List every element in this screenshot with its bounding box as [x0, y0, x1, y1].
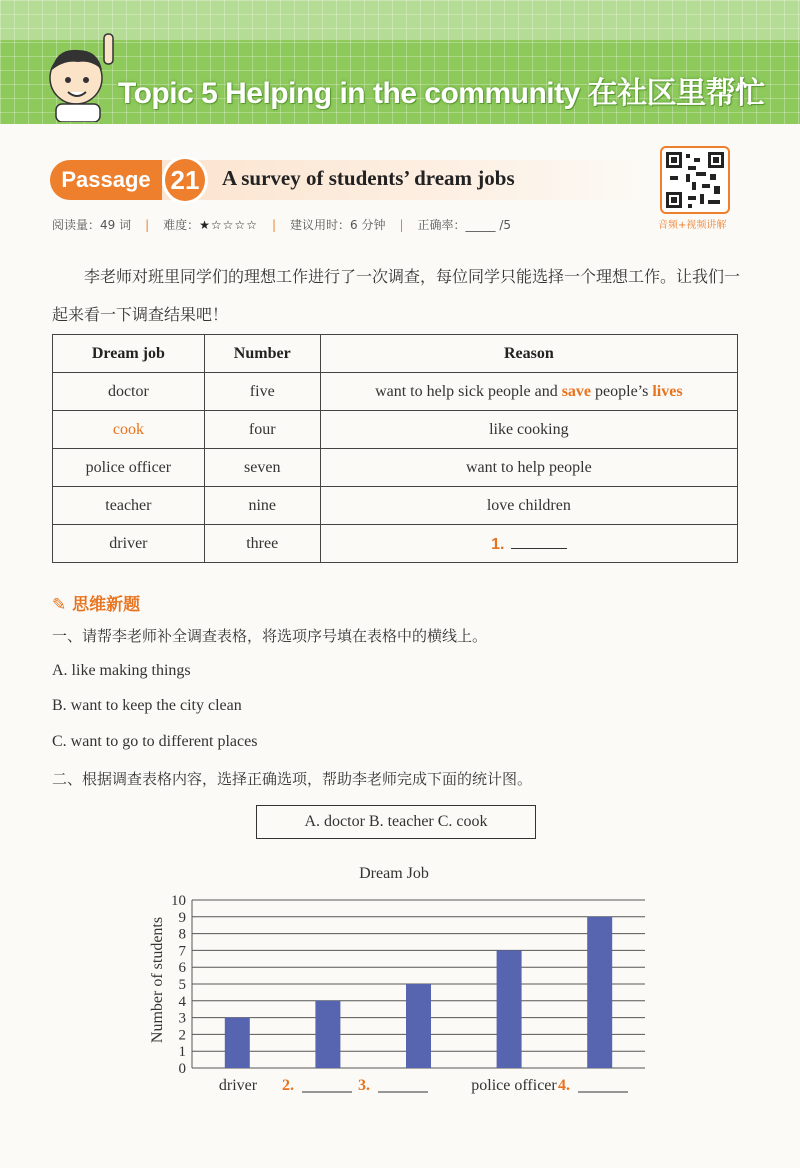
bar-1 [225, 1018, 250, 1068]
number-cell: three [204, 525, 320, 563]
accuracy-rate: 正确率：_____ /5 [417, 218, 511, 232]
job-cell: teacher [53, 487, 205, 525]
y-tick-label: 6 [178, 960, 186, 977]
y-tick-label: 5 [178, 977, 186, 993]
y-tick-label: 2 [178, 1027, 186, 1044]
y-tick-label: 10 [171, 893, 186, 909]
reason-cell: like cooking [320, 411, 737, 449]
passage-title: A survey of students’ dream jobs [222, 166, 515, 190]
y-tick-label: 0 [178, 1061, 186, 1077]
table-row [53, 449, 738, 487]
reason-cell: love children [320, 487, 737, 525]
intro-paragraph: 李老师对班里同学们的理想工作进行了一次调查，每位同学只能选择一个理想工作。让我们一起来看一下调查结果吧！ [52, 267, 741, 324]
x-tick-label: police officer [471, 1077, 557, 1094]
x-blank-label: 4. [558, 1077, 570, 1094]
bar-3 [406, 984, 431, 1068]
y-tick-label: 9 [178, 909, 186, 926]
chart-title: Dream Job [359, 865, 429, 882]
x-blank-label: 3. [358, 1077, 370, 1094]
y-tick-label: 8 [178, 926, 186, 943]
topic-title: Topic 5 Helping in the community 在社区里帮忙 [118, 77, 765, 110]
option-b: B. want to keep the city clean [52, 697, 242, 714]
reading-meta: 阅读量：49 词 | 难度：★☆☆☆☆ | 建议用时：6 分钟 | 正确率：_____ /5 [52, 218, 511, 232]
table-header-row [53, 335, 738, 373]
col-header-number: Number [204, 335, 320, 373]
passage-number: 21 [162, 156, 208, 204]
option-a: A. like making things [52, 662, 191, 679]
boy-mascot-icon [42, 30, 122, 122]
pencil-icon: ✎ [52, 595, 73, 615]
choice-box: A. doctor B. teacher C. cook [256, 805, 536, 839]
table-row [53, 487, 738, 525]
y-axis-label: Number of students [149, 916, 166, 1044]
reason-cell: want to help people [320, 449, 737, 487]
passage-tag: Passage [50, 160, 162, 200]
reason-cell [320, 525, 737, 563]
x-tick-label: driver [218, 1077, 258, 1094]
suggested-time: 建议用时：6 分钟 [290, 218, 386, 232]
question-1: 一、请帮李老师补全调查表格，将选项序号填在表格中的横线上。 [52, 627, 488, 645]
keyword-save: save [561, 382, 592, 400]
survey-table [52, 334, 738, 563]
col-header-reason: Reason [320, 335, 737, 373]
job-cell: cook [53, 411, 205, 449]
job-cell: driver [53, 525, 205, 563]
question-2: 二、根据调查表格内容，选择正确选项，帮助李老师完成下面的统计图。 [52, 770, 533, 788]
y-tick-label: 4 [178, 993, 186, 1010]
keyword-lives: lives [652, 382, 683, 400]
section-heading: ✎ 思维新题 [52, 595, 141, 615]
table-row [53, 525, 738, 563]
table-row [53, 411, 738, 449]
blank-1-number: 1. [491, 535, 505, 553]
option-c: C. want to go to different places [52, 733, 258, 750]
difficulty-label: 难度： [163, 218, 200, 232]
job-cell: police officer [53, 449, 205, 487]
qr-code-icon[interactable] [660, 146, 730, 214]
dream-job-chart [140, 858, 660, 1098]
col-header-dream-job: Dream job [53, 335, 205, 373]
word-count: 阅读量：49 词 [52, 218, 132, 232]
y-tick-label: 3 [178, 1010, 186, 1027]
reason-cell: want to help sick people and save people’s lives [320, 373, 737, 411]
answer-blank-1[interactable] [511, 534, 567, 549]
bar-5 [587, 917, 612, 1068]
y-tick-label: 7 [178, 943, 186, 960]
number-cell: four [204, 411, 320, 449]
difficulty-stars-icon: ★☆☆☆☆ [199, 218, 258, 232]
table-row [53, 373, 738, 411]
x-blank-label: 2. [282, 1077, 294, 1094]
number-cell: seven [204, 449, 320, 487]
bar-2 [315, 1001, 340, 1068]
number-cell: five [204, 373, 320, 411]
job-cell: doctor [53, 373, 205, 411]
y-tick-label: 1 [178, 1044, 186, 1061]
qr-label: 音频+视频讲解 [658, 220, 727, 231]
bar-4 [497, 950, 522, 1068]
number-cell: nine [204, 487, 320, 525]
